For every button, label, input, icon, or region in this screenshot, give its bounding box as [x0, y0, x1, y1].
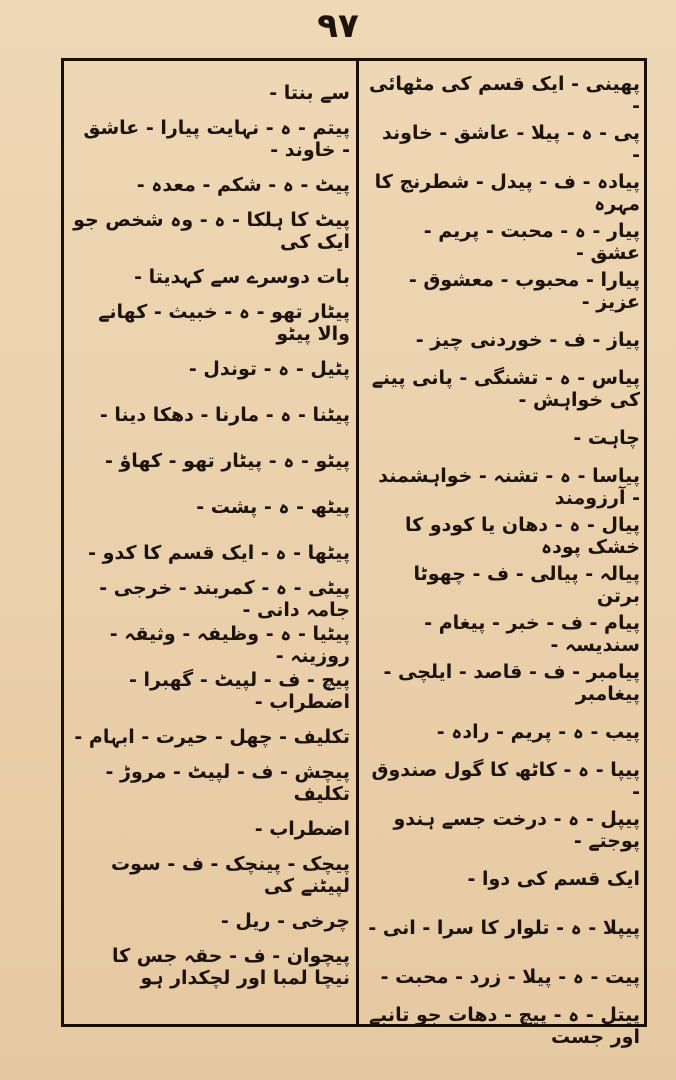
dictionary-entry: پیاسا - ہ - تشنہ - خواہشمند - آرزومند — [378, 464, 640, 509]
dictionary-entry: تکلیف - چھل - حیرت - ابہام - — [74, 726, 350, 748]
page-number: ۹۷ — [317, 6, 359, 46]
dictionary-entry: پیامبر - ف - قاصد - ایلچی - پیغامبر — [383, 660, 640, 705]
dictionary-entry: پیب - ہ - پریم - رادہ - — [436, 720, 640, 743]
dictionary-entry: پیپلا - ہ - تلوار کا سرا - انی - — [368, 916, 640, 939]
dictionary-entry: پیپا - ہ - کاٹھ کا گول صندوق - — [371, 758, 640, 803]
dictionary-entry: بات دوسرے سے کہدیتا - — [134, 266, 350, 288]
dictionary-entry: پیتم - ہ - نہایت پیارا - عاشق - خاوند - — [83, 117, 350, 161]
dictionary-entry: پیٹھ - ہ - پشت - — [196, 496, 350, 518]
right-column — [368, 70, 640, 1048]
dictionary-entry: پیٹو - ہ - پیٹار تھو - کھاؤ - — [105, 450, 350, 472]
dictionary-entry: سے بنتا - — [269, 82, 350, 104]
dictionary-entry: پیاز - ف - خوردنی چیز - — [415, 328, 640, 351]
dictionary-entry: پھینی - ایک قسم کی مٹھائی - — [369, 72, 640, 117]
dictionary-entry: پیچ - ف - لپیٹ - گھبرا - اضطراب - — [129, 669, 350, 713]
dictionary-entry: پیارا - محبوب - معشوق - عزیز - — [408, 268, 640, 313]
dictionary-entry: پیت - ہ - پیلا - زرد - محبت - — [380, 965, 640, 988]
dictionary-entry: پیپل - ہ - درخت جسے ہندو پوجتے - — [393, 807, 640, 852]
dictionary-entry: پیٹی - ہ - کمربند - خرجی - جامہ دانی - — [99, 577, 350, 621]
dictionary-entry: پی - ہ - پیلا - عاشق - خاوند - — [382, 121, 640, 166]
dictionary-entry: پیٹیا - ہ - وظیفہ - وثیقہ - روزینہ - — [109, 623, 350, 667]
dictionary-entry: پیالہ - پیالی - ف - چھوٹا برتن — [413, 562, 640, 607]
dictionary-entry: پیادہ - ف - پیدل - شطرنج کا مہرہ — [374, 170, 640, 215]
dictionary-entry: ایک قسم کی دوا - — [467, 867, 640, 890]
dictionary-entry: اضطراب - — [254, 818, 350, 840]
dictionary-entry: پیٹار تھو - ہ - خبیث - کھانے والا پیٹو — [98, 301, 350, 345]
dictionary-entry: پیٹنا - ہ - مارنا - دھکا دینا - — [99, 404, 350, 426]
dictionary-entry: پیتل - ہ - پیچ - دھات جو تانبے اور جست — [369, 1003, 640, 1048]
dictionary-entry: پیچش - ف - لپیٹ - مروڑ - تکلیف — [105, 761, 350, 805]
dictionary-entry: پیٹ کا ہلکا - ہ - وہ شخص جو ایک کی — [73, 209, 350, 253]
column-divider — [356, 58, 359, 1027]
dictionary-entry: پیاس - ہ - تشنگی - پانی پینے کی خواہش - — [371, 366, 640, 411]
dictionary-entry: پیال - ہ - دھان یا کودو کا خشک پودہ — [405, 513, 640, 558]
dictionary-entry: پیچک - پینچک - ف - سوت لپیٹنے کی — [111, 853, 350, 897]
dictionary-entry: پیار - ہ - محبت - پریم - عشق - — [423, 219, 640, 264]
dictionary-entry: پیچوان - ف - حقہ جس کا نیچا لمبا اور لچکدار ہو — [112, 945, 350, 989]
dictionary-entry: چاہت - — [573, 426, 640, 449]
dictionary-entry: پیام - ف - خبر - پیغام - سندیسہ - — [424, 611, 640, 656]
dictionary-entry: پٹیل - ہ - توندل - — [188, 358, 350, 380]
dictionary-entry: چرخی - ریل - — [220, 910, 350, 932]
left-column — [70, 70, 350, 1022]
dictionary-entry: پیٹ - ہ - شکم - معدہ - — [136, 174, 350, 196]
dictionary-entry: پیٹھا - ہ - ایک قسم کا کدو - — [88, 542, 350, 564]
